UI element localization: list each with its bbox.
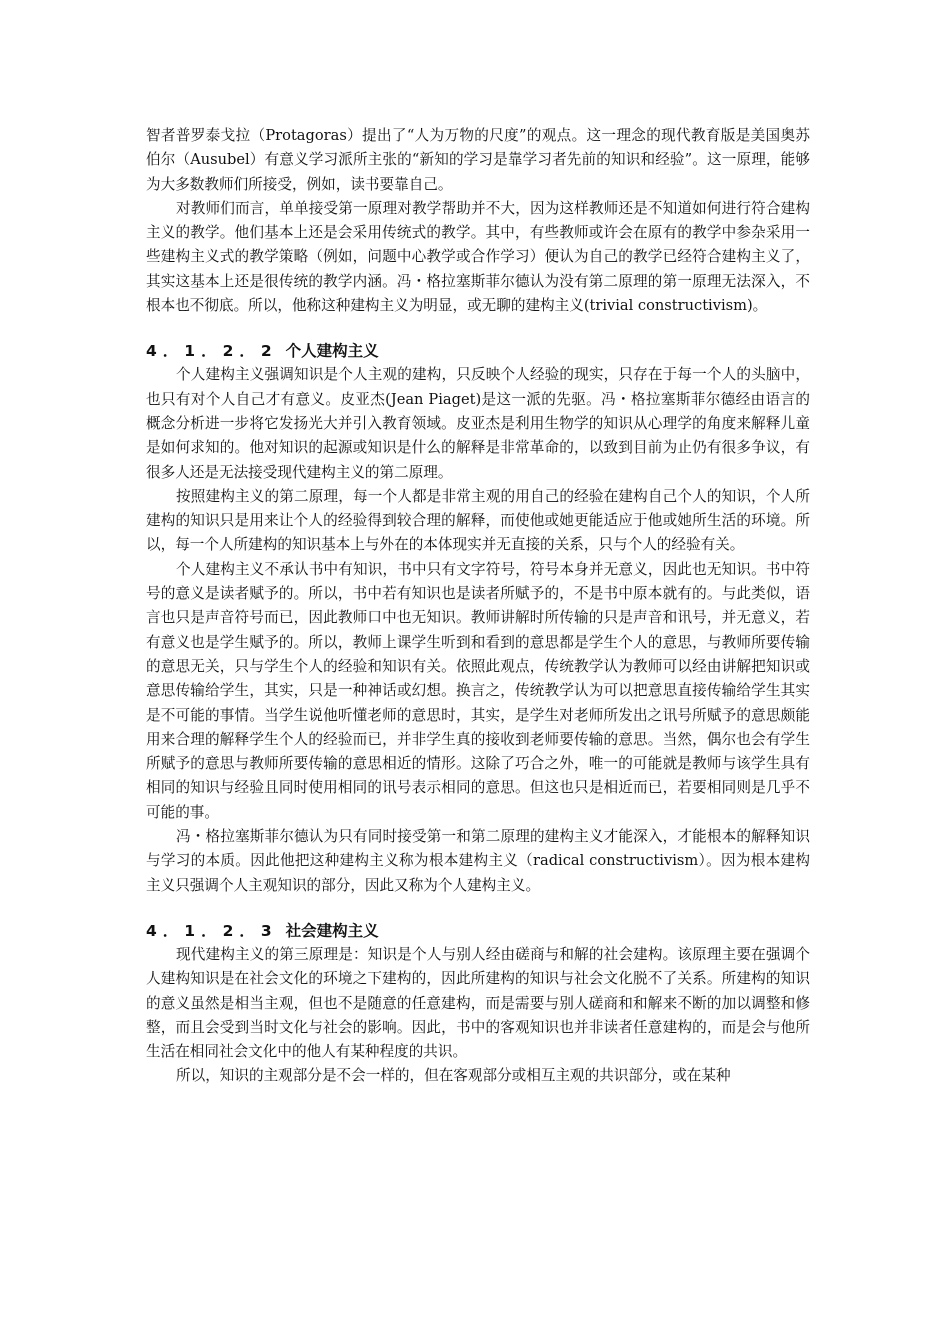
- section-number: 4．1．2．2: [146, 342, 278, 361]
- section-title: 社会建构主义: [285, 921, 379, 940]
- document-page: [146, 124, 810, 1089]
- paragraph-first-principle: 对教师们而言，单单接受第一原理对教学帮助并不大，因为这样教师还是不知道如何进行符合建构主义的教学。他们基本上还是会采用传统式的教学。其中，有些教师或许会在原有的教学中参杂采用一些建构主义式的教学策略（例如，问题中心教学或合作学习）便认为自己的教学已经符合建构主义了，其实这基本上还是很传统的教学内涵。冯・格拉塞斯菲尔德认为没有第二原理的第一原理无法深入，不根本也不彻底。所以，他称这种建构主义为明显，或无聊的建构主义(trivial constructivism)。: [146, 199, 810, 315]
- section-title: 个人建构主义: [285, 342, 379, 361]
- section-heading-personal-constructivism: [146, 339, 810, 363]
- paragraph-personal-2: 按照建构主义的第二原理，每一个人都是非常主观的用自己的经验在建构自己个人的知识，个人所建构的知识只是用来让个人的经验得到较合理的解释，而使他或她更能适应于他或她所生活的环境。所以，每一个人所建构的知识基本上与外在的本体现实并无直接的关系，只与个人的经验有关。: [146, 487, 810, 554]
- paragraph-protagoras: 智者普罗泰戈拉（Protagoras）提出了“人为万物的尺度”的观点。这一理念的现代教育版是美国奥苏伯尔（Ausubel）有意义学习派所主张的“新知的学习是靠学习者先前的知识和经验”。这一原理，能够为大多数教师们所接受，例如，读书要靠自己。: [146, 127, 810, 193]
- paragraph-social-2: 所以，知识的主观部分是不会一样的，但在客观部分或相互主观的共识部分，或在某种: [176, 1067, 731, 1085]
- paragraph-personal-4: 冯・格拉塞斯菲尔德认为只有同时接受第一和第二原理的建构主义才能深入，才能根本的解释知识与学习的本质。因此他把这种建构主义称为根本建构主义（radical constructivism）。因为根本建构主义只强调个人主观知识的部分，因此又称为个人建构主义。: [146, 828, 810, 894]
- paragraph-personal-3: 个人建构主义不承认书中有知识，书中只有文字符号，符号本身并无意义，因此也无知识。书中符号的意义是读者赋予的。所以，书中若有知识也是读者所赋予的，不是书中原本就有的。与此类似，语言也只是声音符号而已，因此教师口中也无知识。教师讲解时所传输的只是声音和讯号，并无意义，若有意义也是学生赋予的。所以，教师上课学生听到和看到的意思都是学生个人的意思，与教师所要传输的意思无关，只与学生个人的经验和知识有关。依照此观点，传统教学认为教师可以经由讲解把知识或意思传输给学生，其实，只是一种神话或幻想。换言之，传统教学认为可以把意思直接传输给学生其实是不可能的事情。当学生说他听懂老师的意思时，其实，是学生对老师所发出之讯号所赋予的意思颇能用来合理的解释学生个人的经验而已，并非学生真的接收到老师要传输的意思。当然，偶尔也会有学生所赋予的意思与教师所要传输的意思相近的情形。这除了巧合之外，唯一的可能就是教师与该学生具有相同的知识与经验且同时使用相同的讯号表示相同的意思。但这也只是相近而已，若要相同则是几乎不可能的事。: [146, 560, 810, 821]
- section-number: 4．1．2．3: [146, 921, 278, 940]
- section-heading-social-constructivism: [146, 919, 810, 943]
- paragraph-social-1: 现代建构主义的第三原理是：知识是个人与别人经由磋商与和解的社会建构。该原理主要在强调个人建构知识是在社会文化的环境之下建构的，因此所建构的知识与社会文化脱不了关系。所建构的知识的意义虽然是相当主观，但也不是随意的任意建构，而是需要与别人磋商和和解来不断的加以调整和修整，而且会受到当时文化与社会的影响。因此，书中的客观知识也并非读者任意建构的，而是会与他所生活在相同社会文化中的他人有某种程度的共识。: [146, 945, 810, 1061]
- paragraph-personal-1: 个人建构主义强调知识是个人主观的建构，只反映个人经验的现实，只存在于每一个人的头脑中，也只有对个人自己才有意义。皮亚杰(Jean Piaget)是这一派的先驱。冯・格拉塞斯菲尔德经由语言的概念分析进一步将它发扬光大并引入教育领域。皮亚杰是利用生物学的知识从心理学的角度来解释儿童是如何求知的。他对知识的起源或知识是什么的解释是非常革命的，以致到目前为止仍有很多争议，有很多人还是无法接受现代建构主义的第二原理。: [146, 366, 810, 481]
